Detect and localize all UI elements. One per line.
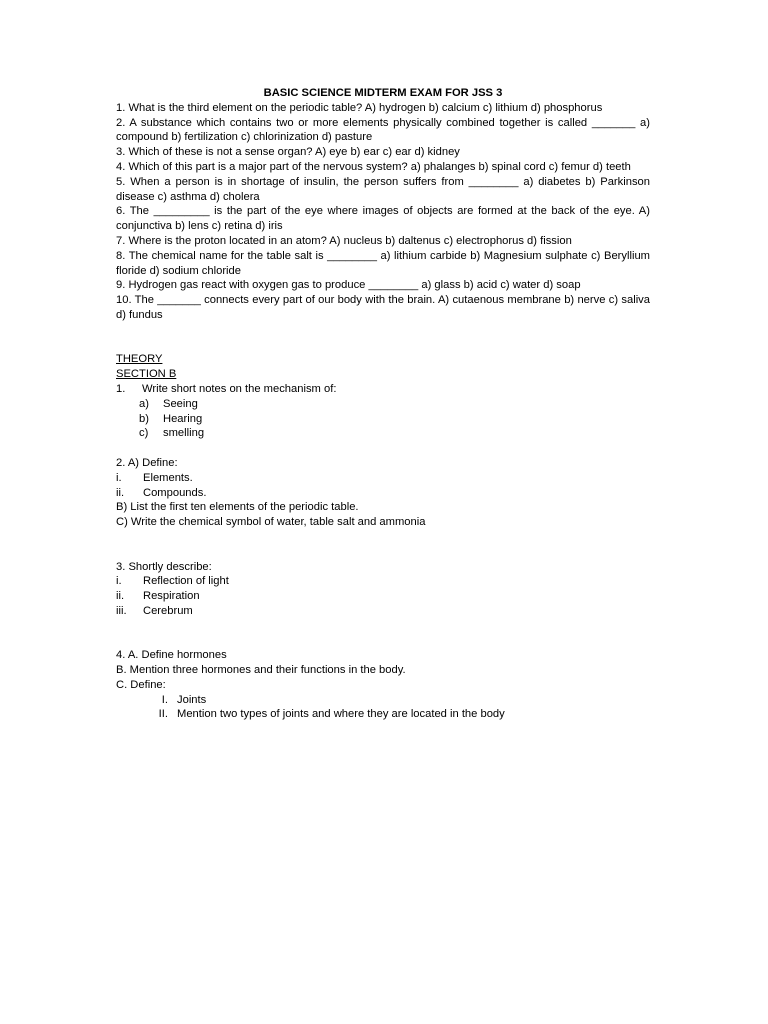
list-text: Cerebrum [143, 604, 193, 617]
theory-question-2b: B) List the first ten elements of the periodic table. [116, 501, 359, 514]
list-item [116, 471, 650, 486]
list-text: Joints [177, 693, 207, 706]
list-label: II. [158, 708, 168, 721]
theory-section [116, 352, 650, 722]
question-3: 3. Which of these is not a sense organ? A) eye b) ear c) ear d) kidney [116, 146, 460, 159]
list-text: Compounds. [143, 486, 207, 499]
list-item [116, 604, 650, 619]
theory-question-4c: C. Define: [116, 678, 166, 691]
list-label: a) [139, 397, 149, 410]
exam-page [116, 86, 650, 722]
list-text: Seeing [163, 397, 198, 410]
list-item [116, 412, 650, 427]
section-b-heading: SECTION B [116, 368, 177, 381]
list-item [116, 426, 650, 441]
list-label: iii. [116, 604, 127, 617]
list-item [116, 574, 650, 589]
question-9: 9. Hydrogen gas react with oxygen gas to produce ________ a) glass b) acid c) water d) soap [116, 279, 581, 292]
list-item [116, 693, 650, 708]
question-6: 6. The _________ is the part of the eye where images of objects are formed at the back of the eye. A) conjunctiva b) lens c) retina d) iris [116, 205, 650, 233]
exam-title: BASIC SCIENCE MIDTERM EXAM FOR JSS 3 [263, 87, 503, 99]
theory-heading: THEORY [116, 353, 163, 366]
theory-question-1 [116, 382, 650, 397]
list-text: Elements. [143, 471, 193, 484]
list-label: ii. [116, 486, 125, 499]
list-item [116, 486, 650, 501]
question-8: 8. The chemical name for the table salt is ________ a) lithium carbide b) Magnesium sulphate c) Beryllium floride d) sodium chloride [116, 249, 650, 277]
question-10: 10. The _______ connects every part of our body with the brain. A) cutaenous membrane b) nerve c) saliva d) fundus [116, 294, 650, 321]
question-4: 4. Which of this part is a major part of the nervous system? a) phalanges b) spinal cord c) femur d) teeth [116, 160, 631, 173]
theory-question-4b: B. Mention three hormones and their functions in the body. [116, 664, 406, 677]
question-5: 5. When a person is in shortage of insulin, the person suffers from ________ a) diabetes b) Parkinson disease c) asthma d) cholera [116, 175, 650, 203]
theory-question-4a: 4. A. Define hormones [116, 649, 227, 662]
list-label: b) [139, 412, 149, 425]
list-text: Mention two types of joints and where they are located in the body [177, 708, 505, 721]
list-text: Write short notes on the mechanism of: [142, 382, 337, 395]
theory-question-2: 2. A) Define: [116, 456, 178, 469]
question-2: 2. A substance which contains two or more elements physically combined together is called _______ a) compound b) fertilization c) chlorinization d) pasture [116, 116, 650, 144]
list-item [116, 707, 650, 722]
list-item [116, 397, 650, 412]
list-text: Respiration [143, 590, 200, 603]
theory-question-2c: C) Write the chemical symbol of water, table salt and ammonia [116, 516, 426, 529]
question-1: 1. What is the third element on the periodic table? A) hydrogen b) calcium c) lithium d) phosphorus [116, 101, 603, 114]
list-number: 1. [116, 382, 126, 395]
list-text: Hearing [163, 412, 203, 425]
theory-question-3: 3. Shortly describe: [116, 560, 212, 573]
list-label: i. [116, 471, 122, 484]
list-label: c) [139, 427, 149, 440]
list-label: i. [116, 575, 122, 588]
list-label: ii. [116, 590, 125, 603]
objective-section [116, 101, 650, 323]
list-label: I. [161, 693, 168, 706]
list-text: Reflection of light [143, 575, 229, 588]
list-text: smelling [163, 427, 205, 440]
list-item [116, 589, 650, 604]
question-7: 7. Where is the proton located in an atom? A) nucleus b) daltenus c) electrophorus d) fission [116, 234, 572, 247]
